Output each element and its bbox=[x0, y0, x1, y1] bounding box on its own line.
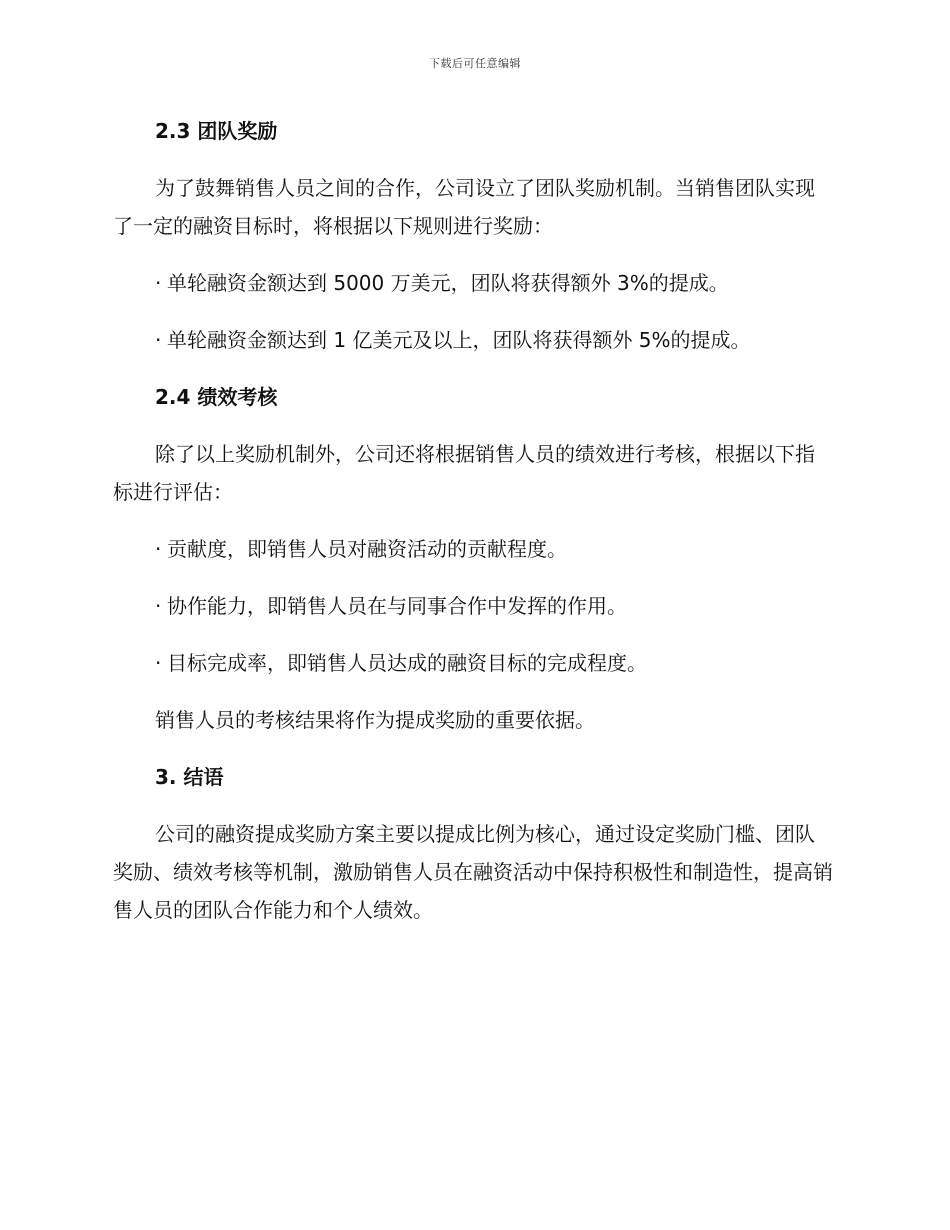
paragraph-team-reward-intro: 为了鼓舞销售人员之间的合作，公司设立了团队奖励机制。当销售团队实现了一定的融资目标时，将根据以下规则进行奖励： bbox=[113, 176, 815, 238]
list-item bbox=[113, 587, 833, 625]
list-item-text: 协作能力，即销售人员在与同事合作中发挥的作用。 bbox=[167, 594, 627, 618]
paragraph-performance-closing: 销售人员的考核结果将作为提成奖励的重要依据。 bbox=[155, 708, 595, 732]
paragraph-performance-intro: 除了以上奖励机制外，公司还将根据销售人员的绩效进行考核，根据以下指标进行评估： bbox=[113, 442, 815, 504]
list-item bbox=[113, 321, 833, 359]
bullet-icon: · bbox=[155, 271, 162, 295]
list-item-text: 单轮融资金额达到 5000 万美元，团队将获得额外 3%的提成。 bbox=[167, 271, 729, 295]
list-item bbox=[113, 264, 833, 302]
list-item bbox=[113, 644, 833, 682]
list-item bbox=[113, 530, 833, 568]
header-note: 下载后可任意编辑 bbox=[429, 57, 521, 70]
bullet-icon: · bbox=[155, 594, 162, 618]
section-heading-conclusion: 3. 结语 bbox=[155, 765, 224, 789]
list-item-text: 贡献度，即销售人员对融资活动的贡献程度。 bbox=[167, 537, 567, 561]
list-item-text: 目标完成率，即销售人员达成的融资目标的完成程度。 bbox=[167, 651, 647, 675]
section-heading-performance: 2.4 绩效考核 bbox=[155, 385, 278, 409]
document-body bbox=[113, 112, 833, 948]
list-item-text: 单轮融资金额达到 1 亿美元及以上，团队将获得额外 5%的提成。 bbox=[167, 328, 751, 352]
paragraph-conclusion-body: 公司的融资提成奖励方案主要以提成比例为核心，通过设定奖励门槛、团队奖励、绩效考核等机制，激励销售人员在融资活动中保持积极性和制造性，提高销售人员的团队合作能力和个人绩效。 bbox=[113, 822, 833, 922]
bullet-icon: · bbox=[155, 328, 162, 352]
bullet-icon: · bbox=[155, 537, 162, 561]
section-heading-team-reward: 2.3 团队奖励 bbox=[155, 119, 278, 143]
bullet-icon: · bbox=[155, 651, 162, 675]
